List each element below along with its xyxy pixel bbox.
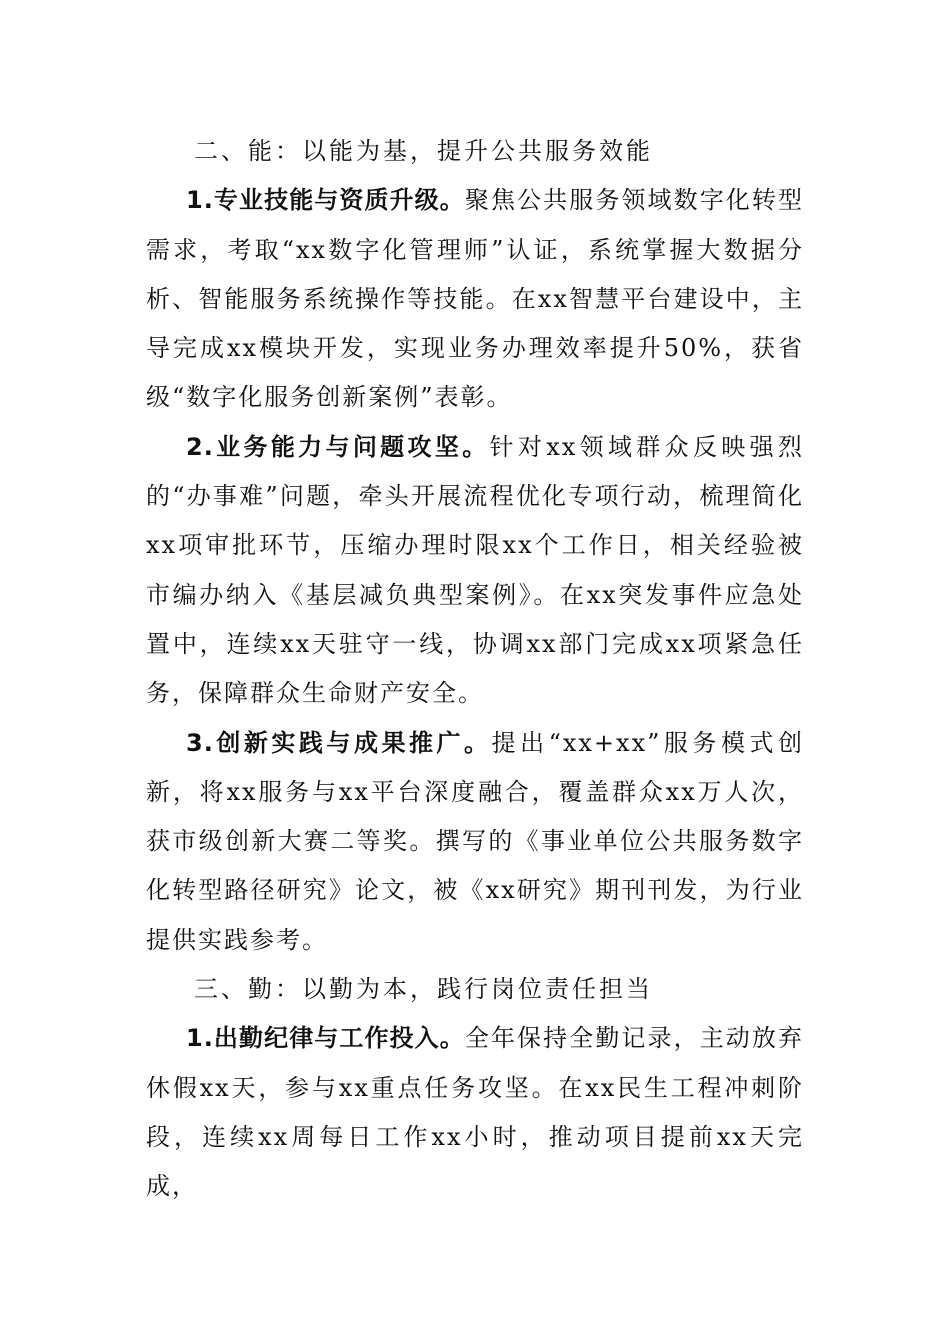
document-body <box>146 127 804 1212</box>
paragraph-lead: 1.出勤纪律与工作投入。 <box>186 1024 465 1053</box>
paragraph-lead: 2.业务能力与问题攻坚。 <box>186 432 490 461</box>
paragraph <box>146 176 804 422</box>
section-heading-qin: 三、勤：以勤为本，践行岗位责任担当 <box>194 975 653 1004</box>
paragraph-text: 聚焦公共服务领域数字化转型需求，考取“xx数字化管理师”认证，系统掌握大数据分析、智能服务系统操作等技能。在xx智慧平台建设中，主导完成xx模块开发，实现业务办理效率提升50%，获省级“数字化服务创新案例”表彰。 <box>146 186 804 412</box>
paragraph <box>146 1014 804 1211</box>
paragraph <box>146 423 804 719</box>
paragraph-text: 全年保持全勤记录，主动放弃休假xx天，参与xx重点任务攻坚。在xx民生工程冲刺阶段，连续xx周每日工作xx小时，推动项目提前xx天完成， <box>146 1024 804 1201</box>
paragraph-text: 提出“xx+xx”服务模式创新，将xx服务与xx平台深度融合，覆盖群众xx万人次，获市级创新大赛二等奖。撰写的《事业单位公共服务数字化转型路径研究》论文，被《xx研究》期刊刊发，为行业提供实践参考。 <box>146 728 804 954</box>
section-heading-neng: 二、能：以能为基，提升公共服务效能 <box>194 137 653 165</box>
paragraph-lead: 1.专业技能与资质升级。 <box>186 186 465 215</box>
paragraph-text: 针对xx领域群众反映强烈的“办事难”问题，牵头开展流程优化专项行动，梳理简化xx项审批环节，压缩办理时限xx个工作日，相关经验被市编办纳入《基层减负典型案例》。在xx突发事件应急处置中，连续xx天驻守一线，协调xx部门完成xx项紧急任务，保障群众生命财产安全。 <box>146 432 804 708</box>
paragraph-lead: 3.创新实践与成果推广。 <box>186 728 492 757</box>
paragraph <box>146 719 804 965</box>
